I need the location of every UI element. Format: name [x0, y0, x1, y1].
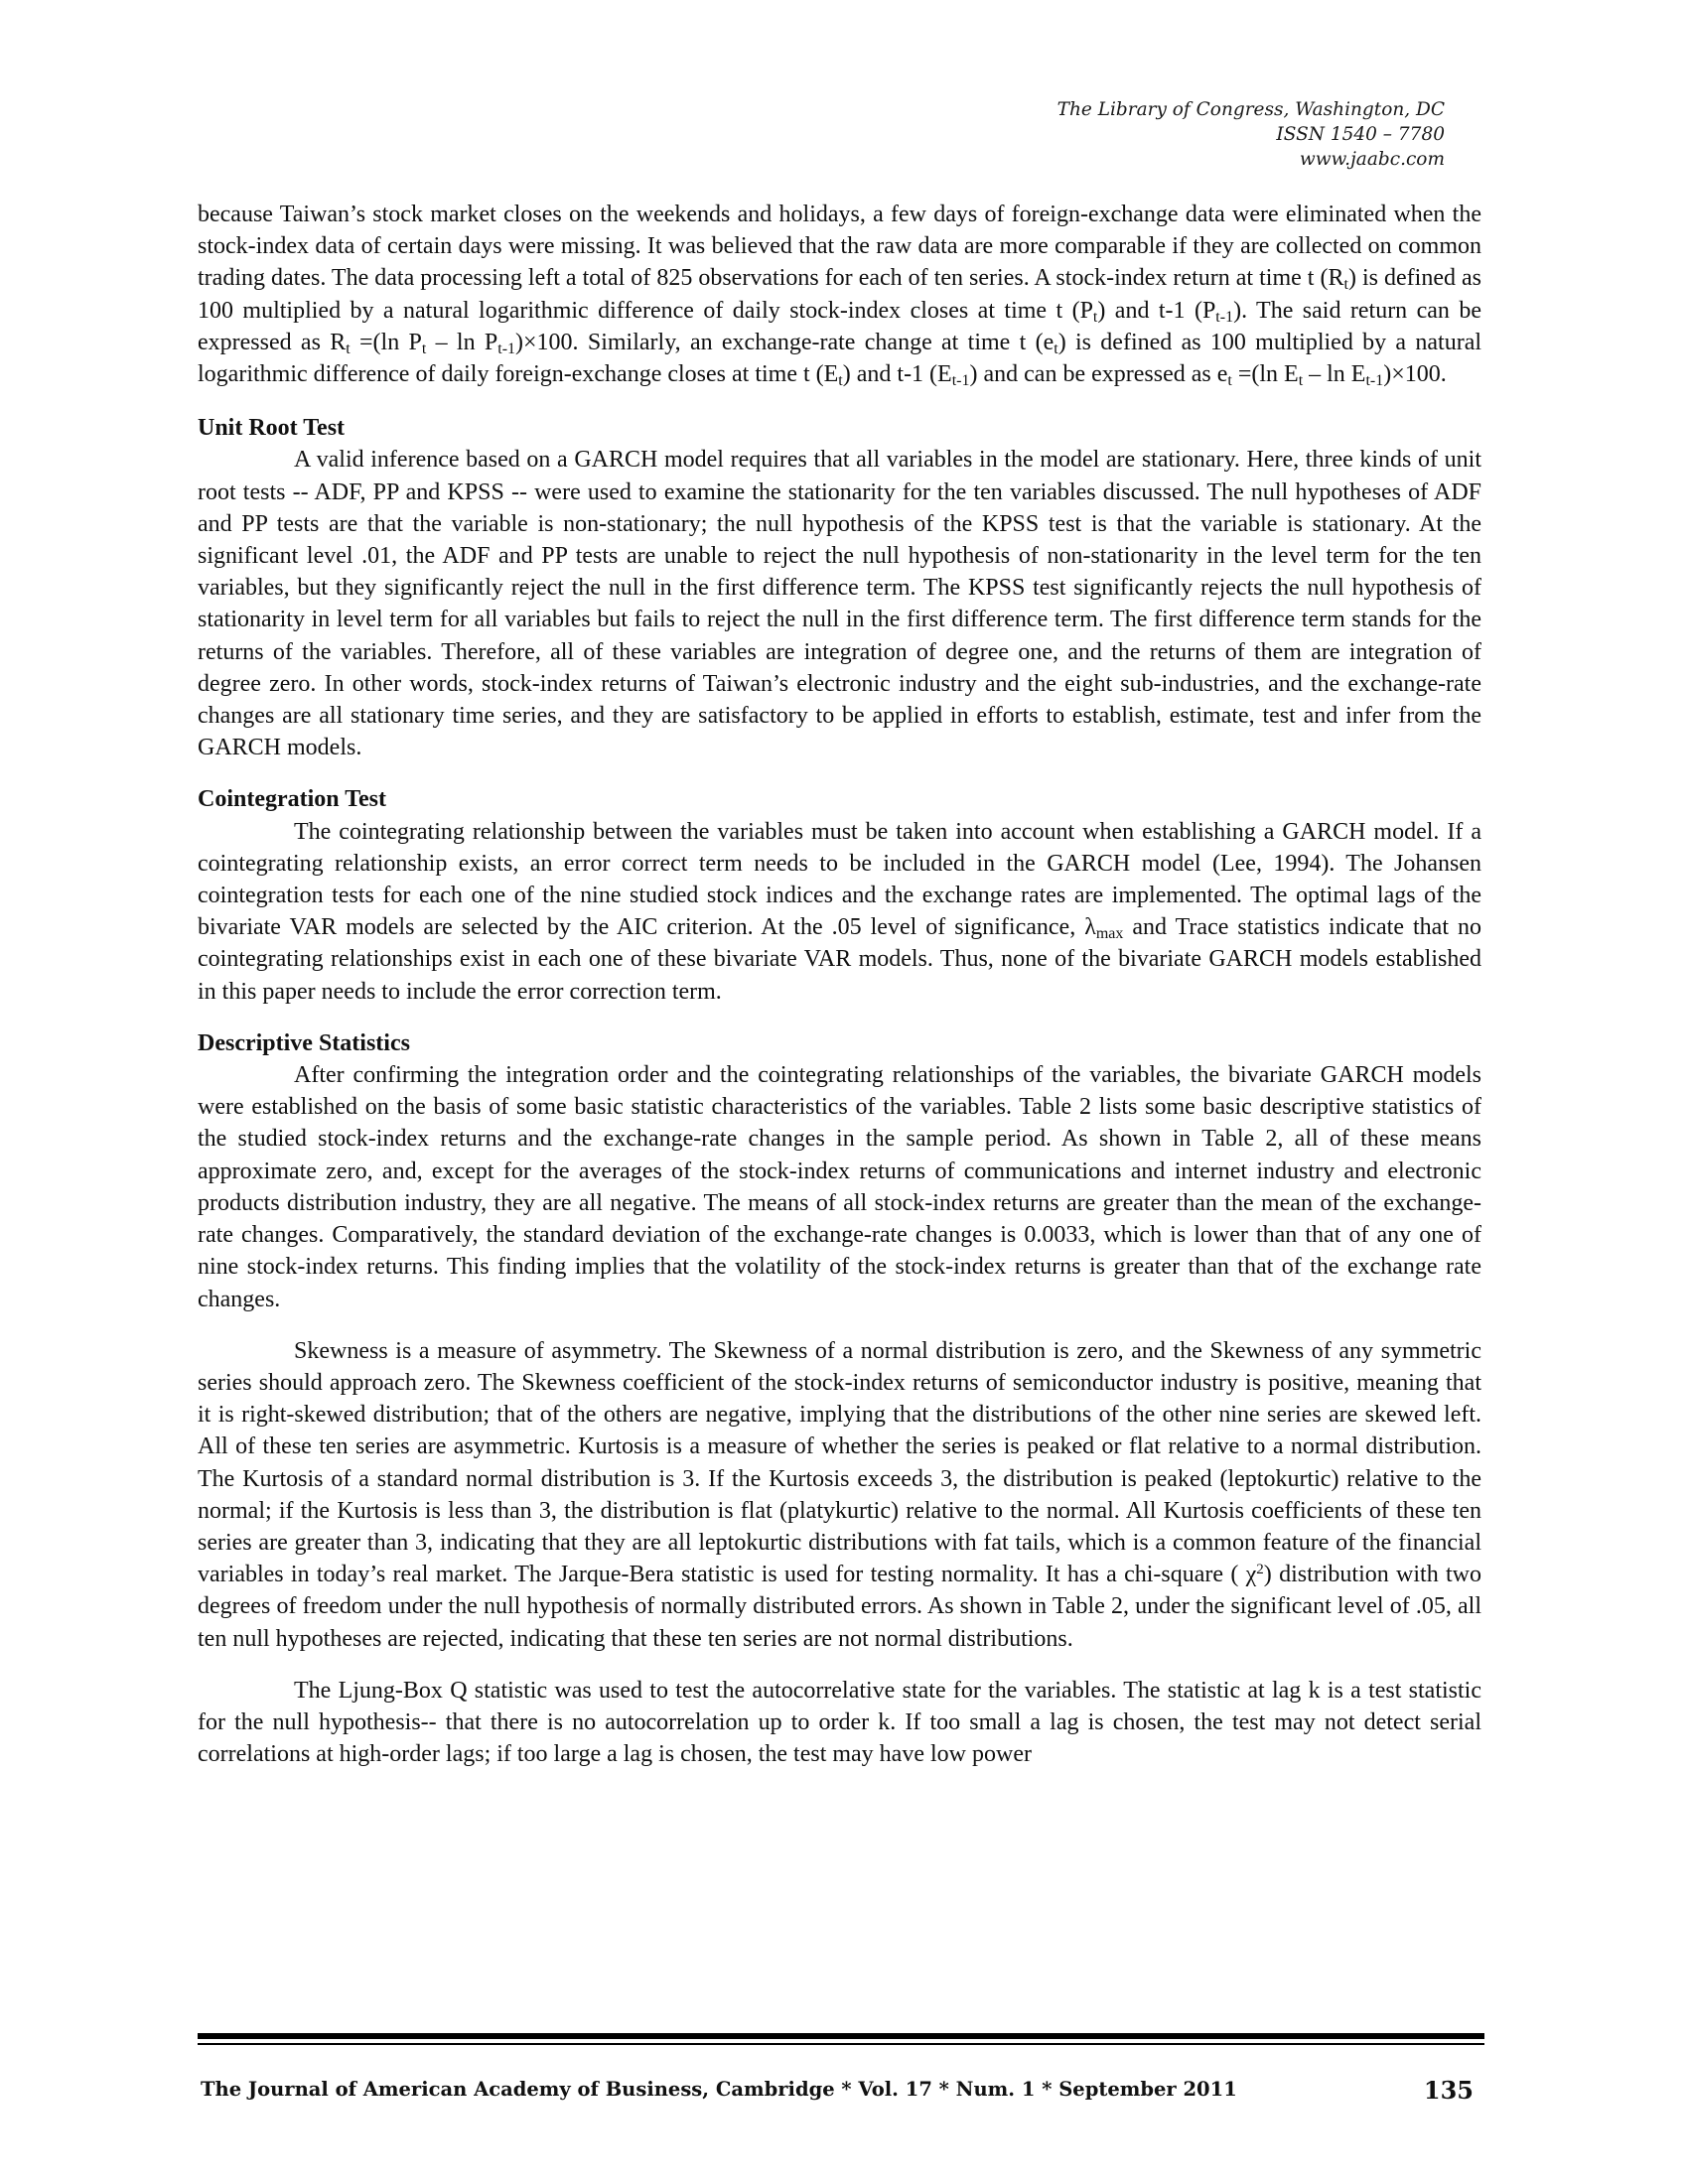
body-text [198, 199, 1481, 1770]
section-heading-cointegration: Cointegration Test [198, 786, 387, 813]
footer-divider [198, 2033, 1484, 2039]
descriptive-paragraph-2: Skewness is a measure of asymmetry. The Skewness of a normal distribution is zero, and the Skewness of any symmetric series should approach zero. The Skewness coefficient of the stock-index returns of semiconductor industry is positive, meaning that it is right-skewed distribution; that of the others are negative, implying that the distributions of the other nine series are skewed left. All of these ten series are asymmetric. Kurtosis is a measure of whether the series is peaked or flat relative to a normal distribution. The Kurtosis of a standard normal distribution is 3. If the Kurtosis exceeds 3, the distribution is peaked (leptokurtic) relative to the normal; if the Kurtosis is less than 3, the distribution is flat (platykurtic) relative to the normal. All Kurtosis coefficients of these ten series are greater than 3, indicating that they are all leptokurtic distributions with fat tails, which is a common feature of the financial variables in today’s real market. The Jarque-Bera statistic is used for testing normality. It has a chi-square ( $\chi^2$) distribution with two degrees of freedom under the null hypothesis of normally distributed errors. As shown in Table 2, under the significant level of .05, all ten null hypotheses are rejected, indicating that these ten series are not normal distributions. [198, 1337, 1481, 1652]
descriptive-paragraph-3: The Ljung-Box Q statistic was used to test the autocorrelative state for the variables. The statistic at lag k is a test statistic for the null hypothesis-- that there is no autocorrelation up to order k. If too small a lag is chosen, the test may not detect serial correlations at high-order lags; if too large a lag is chosen, the test may have low power [198, 1677, 1481, 1768]
journal-citation: The Journal of American Academy of Business, Cambridge * Vol. 17 * Num. 1 * September 2011 [201, 2078, 1237, 2101]
lambda-symbol: λ [1084, 914, 1096, 941]
running-header [1057, 97, 1445, 172]
header-issn: ISSN 1540 – 7780 [1276, 124, 1445, 145]
page-number: 135 [1423, 2076, 1474, 2105]
header-library: The Library of Congress, Washington, DC [1056, 99, 1445, 120]
intro-paragraph: because Taiwan’s stock market closes on the weekends and holidays, a few days of foreign-exchange data were eliminated when the stock-index data of certain days were missing. It was believed that the raw data are more comparable if they are collected on common trading dates. The data processing left a total of 825 observations for each of ten series. A stock-index return at time t $(R_t)$ is defined as 100 multiplied by a natural logarithmic difference of daily stock-index closes at time t $(P_t)$ and t-1 $(P_{t-1})$. The said return can be expressed as $R_t =(\ln$ $P_t - \ln P_{t-1})\times 100$. Similarly, an exchange-rate change at time t $(e_t)$ is defined as 100 multiplied by a natural logarithmic difference of daily foreign-exchange closes at time t $(E_t)$ and t-1 $(E_{t-1})$ and can be expressed as $e_t =(\ln$ $E_t - \ln E_{t-1})\times 100$. [198, 202, 1482, 390]
descriptive-paragraph-1: After confirming the integration order and the cointegrating relationships of the variables, the bivariate GARCH models were established on the basis of some basic statistic characteristics of the variables. Table 2 lists some basic descriptive statistics of the studied stock-index returns and the exchange-rate changes in the sample period. As shown in Table 2, all of these means approximate zero, and, except for the averages of the stock-index returns of communications and internet industry and electronic products distribution industry, they are all negative. The means of all stock-index returns are greater than the mean of the exchange-rate changes. Comparatively, the standard deviation of the exchange-rate changes is 0.0033, which is lower than that of any one of nine stock-index returns. This finding implies that the volatility of the stock-index returns is greater than that of the exchange rate changes. [198, 1062, 1481, 1312]
section-heading-unit-root: Unit Root Test [198, 415, 346, 442]
unit-root-paragraph: A valid inference based on a GARCH model requires that all variables in the model are stationary. Here, three kinds of unit root tests -- ADF, PP and KPSS -- were used to examine the stationarity for the ten variables discussed. The null hypotheses of ADF and PP tests are that the variable is non-stationary; the null hypothesis of the KPSS test is that the variable is stationary. At the significant level .01, the ADF and PP tests are unable to reject the null hypothesis of non-stationarity in the level term for the ten variables, but they significantly reject the null in the first difference term. The KPSS test significantly rejects the null hypothesis of stationarity in level term for all variables but fails to reject the null in the first difference term. The first difference term stands for the returns of the variables. Therefore, all of these variables are integration of degree one, and the returns of them are integration of degree zero. In other words, stock-index returns of Taiwan’s electronic industry and the eight sub-industries, and the exchange-rate changes are all stationary time series, and they are satisfactory to be applied in efforts to establish, estimate, test and infer from the GARCH models. [198, 447, 1481, 761]
cointegration-paragraph: The cointegrating relationship between the variables must be taken into account when establishing a GARCH model. If a cointegrating relationship exists, an error correct term needs to be included in the GARCH model (Lee, 1994). The Johansen cointegration tests for each one of the nine studied stock indices and the exchange rates are implemented. The optimal lags of the bivariate VAR models are selected by the AIC criterion. At the .05 level of significance, $\lambda_{max}$ and Trace statistics indicate that no cointegrating relationships exist in each one of these bivariate VAR models. Thus, none of the bivariate GARCH models established in this paper needs to include the error correction term. [198, 818, 1481, 1005]
header-website: www.jaabc.com [1299, 149, 1445, 170]
chi-symbol: χ [1245, 1562, 1257, 1588]
running-footer [201, 2076, 1481, 2105]
section-heading-descriptive: Descriptive Statistics [198, 1029, 410, 1056]
footer-divider-thin [198, 2043, 1484, 2045]
